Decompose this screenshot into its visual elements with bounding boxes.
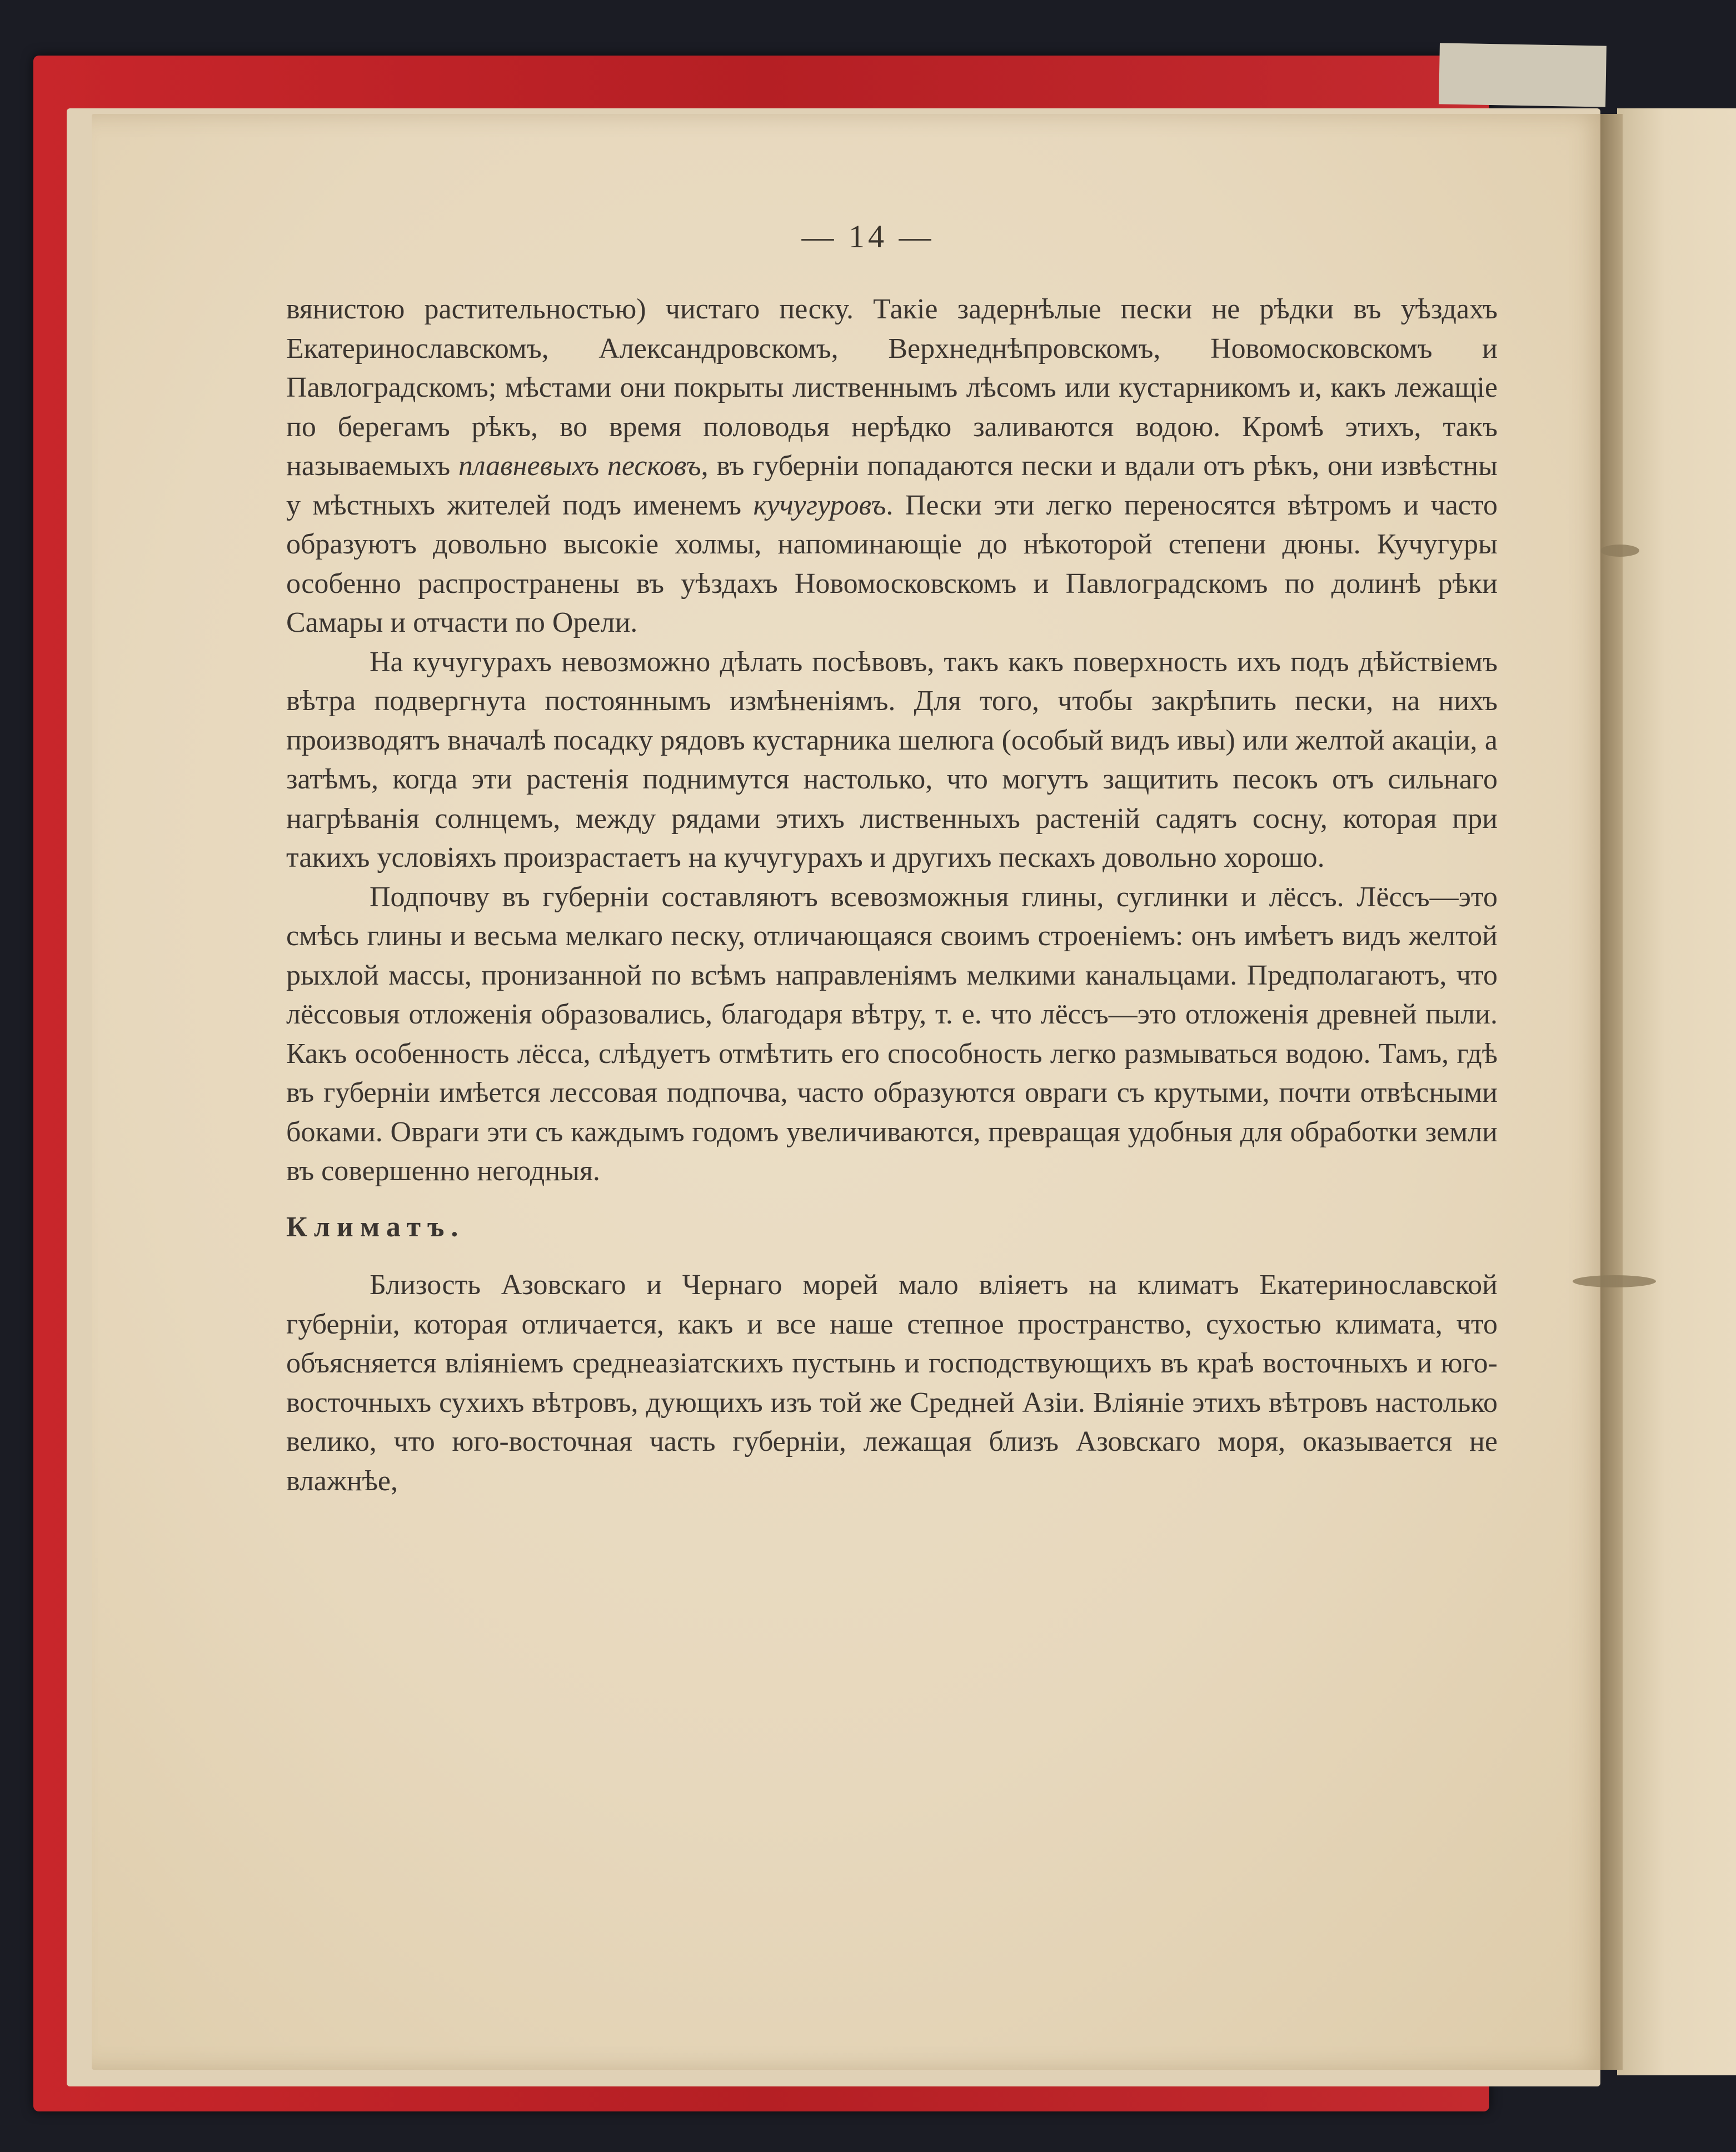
- page-text: [286, 290, 1498, 1501]
- text-run: вянистою растительностью) чистаго песку. Такіе задернѣлые пески не рѣдки въ уѣздахъ Екатеринославскомъ, Александровскомъ, Верхнеднѣпровскомъ, Новомосковскомъ и Павлоградскомъ; мѣстами они покрыты лиственнымъ лѣсомъ или кустарникомъ и, какъ лежащіе по берегамъ рѣкъ, во время половодья нерѣдко заливаются водою. Кромѣ этихъ, такъ называемыхъ: [286, 293, 1498, 482]
- section-heading: Климатъ.: [286, 1211, 465, 1243]
- binding-thread-mark: [1600, 545, 1639, 557]
- book-gutter: [1600, 114, 1623, 2070]
- paragraph-kuchugury: [286, 643, 1498, 878]
- italic-term: кучугуровъ: [753, 489, 886, 521]
- text-run: Подпочву въ губерніи составляютъ всевозможныя глины, суглинки и лёссъ. Лёссъ—это смѣсь глины и весьма мелкаго песку, отличающаяся своимъ строеніемъ: онъ имѣетъ видъ желтой рыхлой массы, пронизанной по всѣмъ направленіямъ мелкими канальцами. Предполагаютъ, что лёссовыя отложенія образовались, благодаря вѣтру, т. е. что лёссъ—это отложенія древней пыли. Какъ особенность лёсса, слѣдуетъ отмѣтить его способность легко размываться водою. Тамъ, гдѣ въ губерніи имѣется лессовая подпочва, часто образуются овраги съ крутыми, почти отвѣсными боками. Овраги эти съ каждымъ годомъ увеличиваются, превращая удобныя для обработки земли въ совершенно негодныя.: [286, 881, 1498, 1187]
- next-page-edge: [1617, 108, 1736, 2075]
- paragraph-sands: [286, 290, 1498, 643]
- paragraph-subsoil: [286, 878, 1498, 1191]
- cover-paper-strip: [1439, 43, 1607, 107]
- text-run: . Пески эти легко переносятся вѣтромъ и часто образуютъ довольно высокіе холмы, напоминающіе до нѣкоторой степени дюны. Кучугуры особенно распространены въ уѣздахъ Новомосковскомъ и Павлоградскомъ по долинѣ рѣки Самары и отчасти по Орели.: [286, 489, 1498, 638]
- text-run: На кучугурахъ невозможно дѣлать посѣвовъ, такъ какъ поверхность ихъ подъ дѣйствіемъ вѣтра подвергнута постояннымъ измѣненіямъ. Для того, чтобы закрѣпить пески, на нихъ производятъ вначалѣ посадку рядовъ кустарника шелюга (особый видъ ивы) или желтой акаціи, а затѣмъ, когда эти растенія поднимутся настолько, что могутъ защитить песокъ отъ сильнаго нагрѣванія солнцемъ, между рядами этихъ лиственныхъ растеній садятъ сосну, которая при такихъ условіяхъ произрастаетъ на кучугурахъ и другихъ пескахъ довольно хорошо.: [286, 646, 1498, 873]
- italic-term: плавневыхъ песковъ: [458, 450, 701, 482]
- binding-thread-mark: [1573, 1275, 1656, 1287]
- text-run: , въ губерніи попадаются пески и вдали отъ рѣкъ, они извѣстны у мѣстныхъ жителей подъ именемъ: [286, 450, 1498, 521]
- page-number: — 14 —: [801, 218, 935, 254]
- paragraph-climate: Близость Азовскаго и Чернаго морей мало вліяетъ на климатъ Екатеринославской губерніи, которая отличается, какъ и все наше степное пространство, сухостью климата, что объясняется вліяніемъ среднеазіатскихъ пустынь и господствующихъ въ краѣ восточныхъ и юго-восточныхъ сухихъ вѣтровъ, дующихъ изъ той же Средней Азіи. Вліяніе этихъ вѣтровъ настолько велико, что юго-восточная часть губерніи, лежащая близъ Азовскаго моря, оказывается не влажнѣе,: [286, 1269, 1498, 1497]
